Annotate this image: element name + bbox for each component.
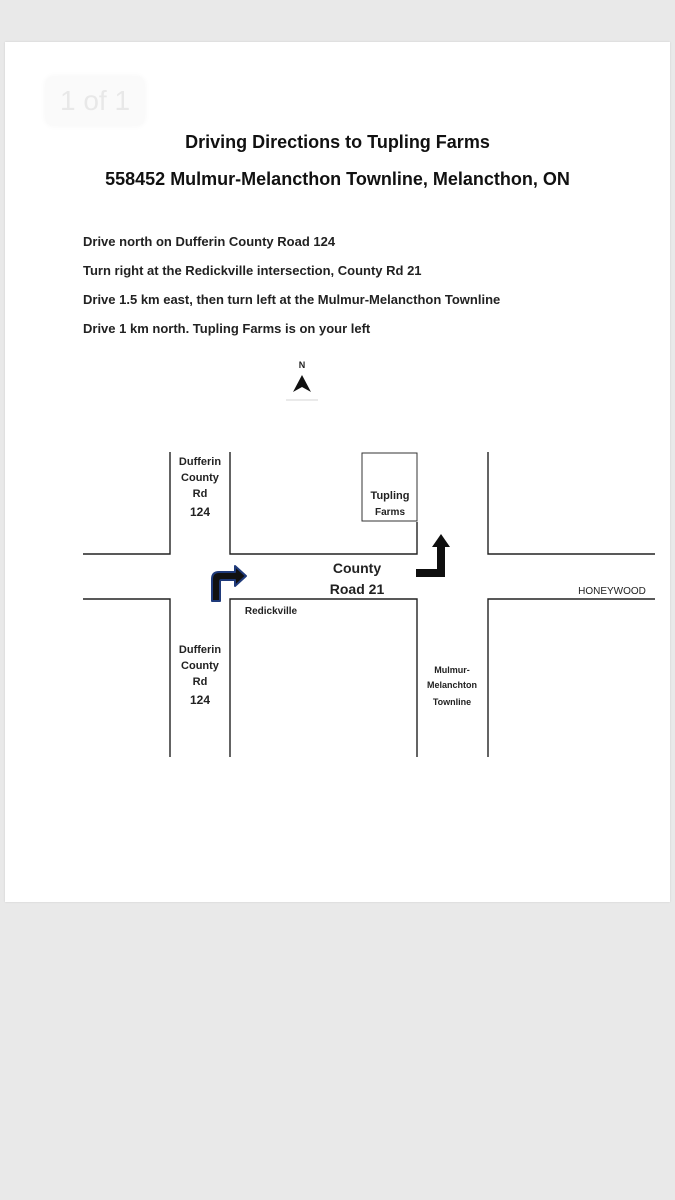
direction-step-1: Drive north on Dufferin County Road 124 [83, 234, 336, 249]
label-county: County [332, 560, 382, 576]
label-dufferin-north-2: County [181, 472, 219, 484]
label-townline-3: Townline [432, 697, 472, 707]
road-edge-sw [83, 599, 170, 757]
label-dufferin-south-3: Rd [192, 676, 208, 688]
road-edge-south-mid [230, 599, 417, 757]
direction-step-2: Turn right at the Redickville intersection, County Rd 21 [83, 263, 422, 278]
turn-left-arrow-icon [416, 534, 450, 577]
road-edge-nw [83, 452, 170, 554]
label-townline-2: Melanchton [426, 680, 477, 690]
label-dufferin-north-3: Rd [192, 488, 208, 500]
label-dufferin-north-1: Dufferin [178, 456, 222, 468]
road-edge-ne [488, 452, 655, 554]
north-arrow-icon [293, 375, 311, 392]
label-road-21: Road 21 [329, 581, 385, 597]
label-townline-1: Mulmur- [434, 665, 470, 675]
document-page [5, 42, 670, 902]
label-dufferin-south-2: County [181, 660, 219, 672]
direction-step-4: Drive 1 km north. Tupling Farms is on your left [83, 321, 371, 336]
road-edge-se [488, 599, 655, 757]
page-title: Driving Directions to Tupling Farms [185, 132, 490, 152]
route-map [5, 42, 670, 902]
label-dufferin-south-4: 124 [189, 693, 211, 707]
compass-label: N [298, 360, 306, 370]
address-heading: 558452 Mulmur-Melancthon Townline, Melancthon, ON [105, 169, 570, 189]
direction-step-3: Drive 1.5 km east, then turn left at the Mulmur-Melancthon Townline [83, 292, 501, 307]
label-redickville: Redickville [244, 606, 298, 617]
right-turn-arrow-icon [212, 566, 246, 601]
label-tupling: Tupling [370, 490, 410, 502]
label-dufferin-south-1: Dufferin [178, 644, 222, 656]
label-honeywood: HONEYWOOD [578, 586, 646, 597]
label-dufferin-north-4: 124 [189, 505, 211, 519]
page-indicator: 1 of 1 [45, 76, 145, 126]
label-farms: Farms [374, 507, 405, 518]
